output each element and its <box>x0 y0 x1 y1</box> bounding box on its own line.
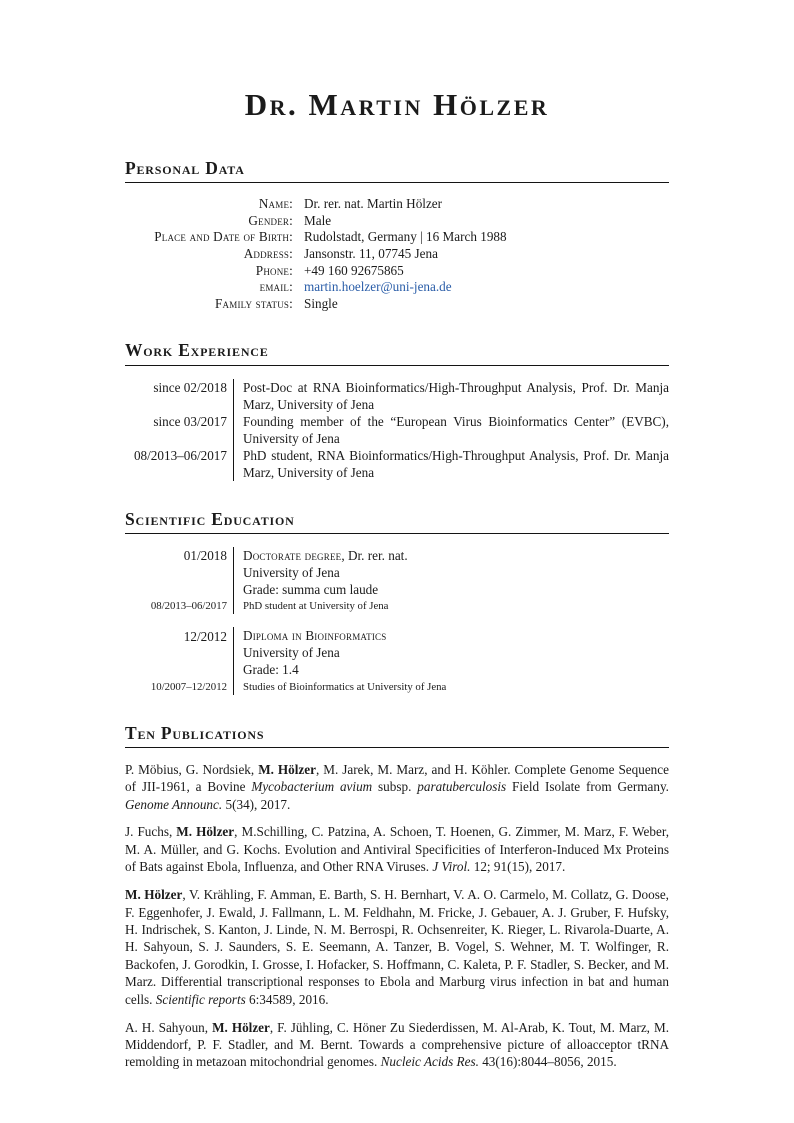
work-description: Founding member of the “European Virus Bioinformatics Center” (EVBC), University of Jena <box>233 413 669 447</box>
field-label: Family status: <box>215 295 293 311</box>
personal-row-phone <box>125 263 669 280</box>
field-label: Address: <box>243 246 293 261</box>
work-description: PhD student, RNA Bioinformatics/High-Throughput Analysis, Prof. Dr. Manja Marz, University of Jena <box>233 447 669 481</box>
work-date: 08/2013–06/2017 <box>133 448 227 463</box>
degree-line <box>243 627 669 644</box>
field-value: Single <box>304 295 338 311</box>
publication-entry: J. Fuchs, M. Hölzer, M.Schilling, C. Patzina, A. Schoen, T. Hoenen, G. Zimmer, M. Marz, F. Weber, M. A. Müller, and G. Kochs. Evolution and Antiviral Specificities of Interferon-Induced Mx Proteins of Bats against Ebola, Influenza, and Other RNA Viruses. J Virol. 12; 91(15), 2017. <box>125 824 670 875</box>
education-entry-doctorate <box>125 547 669 615</box>
publication-entry: M. Hölzer, V. Krähling, F. Amman, E. Barth, S. H. Bernhart, V. A. O. Carmelo, M. Collatz, G. Doose, F. Eggenhofer, J. Ewald, J. Fallmann, L. M. Feldhahn, M. Fricke, J. Gebauer, A. J. Gruber, F. Hufsky, H. Indrischek, S. Kanton, J. Linde, N. M. Berrospi, R. Ochsenreiter, K. Rieger, L. Rivarola-Duarte, A. H. Sahyoun, S. J. Saunders, S. E. Seemann, A. Tanzer, B. Vogel, S. Wehner, M. T. Wolfinger, R. Backofen, J. Gorodkin, I. Grosse, I. Hofacker, S. Hoffmann, C. Kaleta, P. F. Stadler, S. Becker, and M. Marz. Differential transcriptional responses to Ebola and Marburg virus infection in bat and human cells. Scientific reports 6:34589, 2016. <box>125 887 669 1007</box>
degree-line <box>243 547 669 564</box>
field-value: Rudolstadt, Germany | 16 March 1988 <box>304 229 507 245</box>
education-entry-diploma <box>125 627 669 695</box>
section-heading-ten-publications: Ten Publications <box>125 723 669 748</box>
work-date: since 02/2018 <box>153 380 227 395</box>
education-sub-date: 10/2007–12/2012 <box>150 680 227 693</box>
field-value: Male <box>304 212 332 228</box>
personal-row-address <box>125 246 669 263</box>
publication-entry: P. Möbius, G. Nordsiek, M. Hölzer, M. Jarek, M. Marz, and H. Köhler. Complete Genome Sequence of JII-1961, a Bovine Mycobacterium avium subsp. paratuberculosis Field Isolate from Germany. Genome Announc. 5(34), 2017. <box>125 761 669 812</box>
work-description: Post-Doc at RNA Bioinformatics/High-Throughput Analysis, Prof. Dr. Manja Marz, University of Jena <box>233 379 669 413</box>
education-details <box>233 627 669 678</box>
page-title: Dr. Martin Hölzer <box>244 87 550 122</box>
institution: University of Jena <box>243 564 340 580</box>
field-label: Name: <box>258 196 293 212</box>
section-heading-scientific-education: Scientific Education <box>125 509 669 534</box>
field-label: Phone: <box>255 262 293 278</box>
section-heading-personal-data: Personal Data <box>125 158 669 183</box>
education-sub-text: PhD student at University of Jena <box>233 598 669 615</box>
degree-title: Diploma in Bioinformatics <box>243 628 387 644</box>
personal-row-email <box>125 279 669 296</box>
personal-row-name <box>125 196 669 213</box>
field-label: Place and Date of Birth: <box>154 229 293 245</box>
field-value: Dr. rer. nat. Martin Hölzer <box>304 196 443 212</box>
personal-data-table <box>125 196 669 312</box>
institution: University of Jena <box>243 645 340 661</box>
field-label: email: <box>259 279 293 295</box>
field-value: +49 160 92675865 <box>304 262 404 278</box>
field-value: Jansonstr. 11, 07745 Jena <box>304 246 438 261</box>
education-details <box>233 547 669 598</box>
education-sub-text: Studies of Bioinformatics at University of Jena <box>233 678 669 695</box>
education-date: 12/2012 <box>183 628 227 644</box>
section-heading-work-experience: Work Experience <box>125 340 669 365</box>
education-sub-date: 08/2013–06/2017 <box>150 600 227 613</box>
field-label: Gender: <box>248 212 293 228</box>
field-value <box>304 279 669 296</box>
degree-title: Doctorate degree <box>243 547 342 563</box>
grade: Grade: 1.4 <box>243 662 299 678</box>
personal-row-gender <box>125 213 669 230</box>
degree-suffix: , Dr. rer. nat. <box>341 547 408 563</box>
personal-row-family-status <box>125 296 669 313</box>
work-experience-table <box>125 379 669 481</box>
publication-entry: A. H. Sahyoun, M. Hölzer, F. Jühling, C. Höner Zu Siederdissen, M. Al-Arab, K. Tout, M. Marz, M. Middendorf, P. F. Stadler, and M. Bernt. Towards a comprehensive picture of alloacceptor tRNA remolding in metazoan mitochondrial genomes. Nucleic Acids Res. 43(16):8044–8056, 2015. <box>125 1019 669 1070</box>
personal-row-birth <box>125 229 669 246</box>
education-date: 01/2018 <box>183 548 227 564</box>
email-link[interactable]: martin.hoelzer@uni-jena.de <box>304 279 452 295</box>
work-date: since 03/2017 <box>153 414 227 429</box>
grade: Grade: summa cum laude <box>243 581 379 597</box>
